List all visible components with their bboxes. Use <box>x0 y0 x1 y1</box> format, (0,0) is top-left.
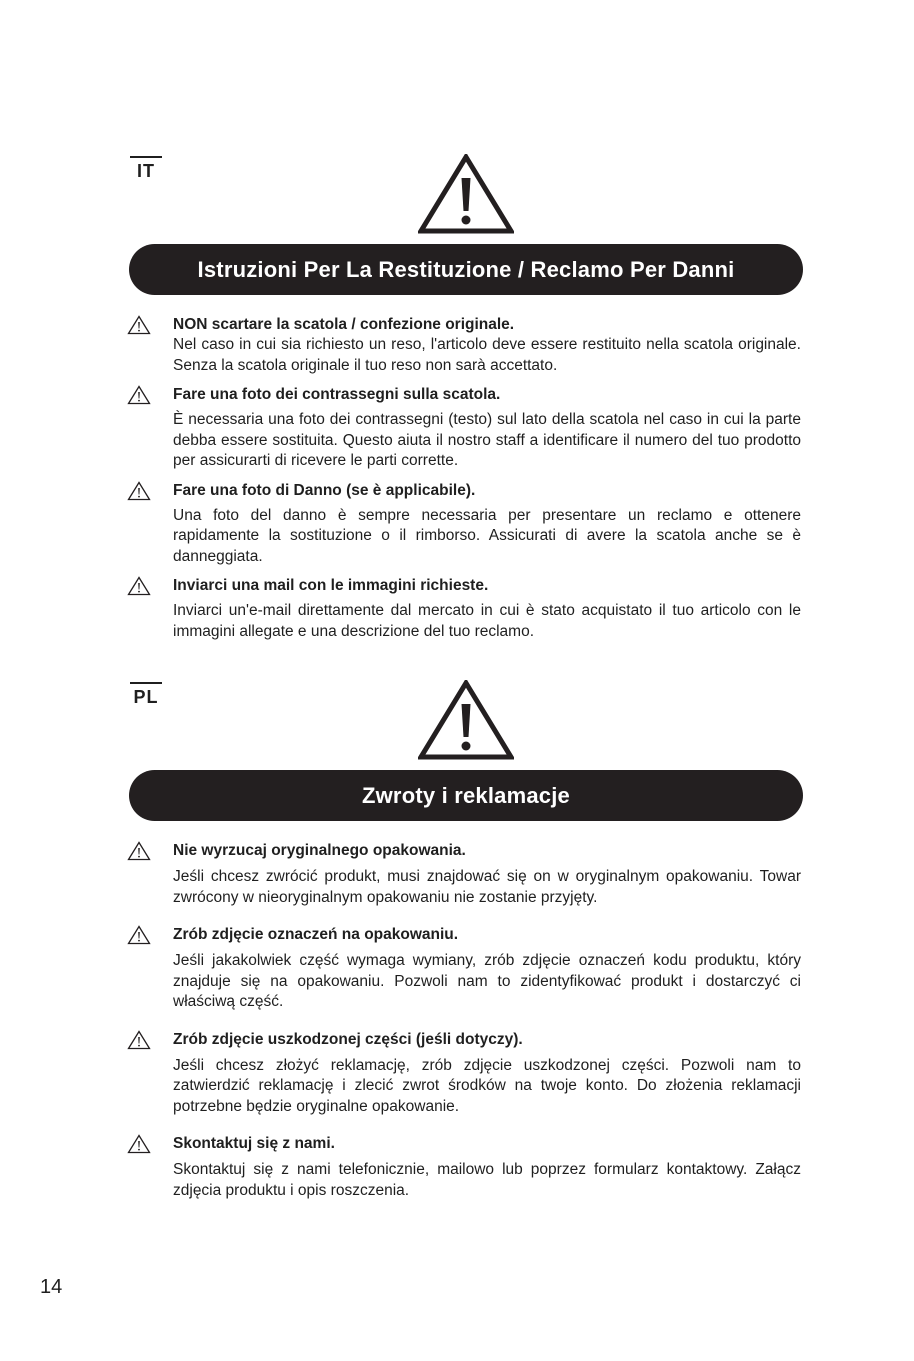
item-body: È necessaria una foto dei contrassegni (testo) sul lato della scatola nel caso in cui la parte debba essere sostituita. Questo aiuta il nostro staff a identificare il numero del tuo prodotto per assicurarti di ricevere le parti corrette. <box>173 411 801 469</box>
list-item <box>0 314 914 376</box>
page-number: 14 <box>40 1276 63 1298</box>
item-body: Nel caso in cui sia richiesto un reso, l'articolo deve essere restituito nella scatola originale. Senza la scatola originale il tuo reso non sarà accettato. <box>173 336 801 374</box>
item-body: Skontaktuj się z nami telefonicznie, mailowo lub poprzez formularz kontaktowy. Załącz zdjęcia produktu i opis roszczenia. <box>173 1161 801 1199</box>
language-code: PL <box>130 682 162 707</box>
item-body: Jeśli chcesz zwrócić produkt, musi znajdować się on w oryginalnym opakowaniu. Towar zwrócony w nieoryginalnym opakowaniu nie zostanie przyjęty. <box>173 868 801 906</box>
list-item <box>0 1029 914 1118</box>
list-item <box>0 575 914 642</box>
item-title: Fare una foto di Danno (se è applicabile). <box>173 481 476 499</box>
item-body: Jeśli jakakolwiek część wymaga wymiany, zrób zdjęcie oznaczeń kodu produktu, który znajduje się na opakowaniu. Pozwoli nam to zidentyfikować produkt i dostarczyć ci właściwą część. <box>173 952 801 1010</box>
warning-triangle-icon <box>127 1134 151 1154</box>
item-body: Inviarci un'e-mail direttamente dal mercato in cui è stato acquistato il tuo articolo con le immagini allegate e una descrizione del tuo reclamo. <box>173 602 801 640</box>
section-title: Zwroty i reklamacje <box>129 770 803 821</box>
item-title: Skontaktuj się z nami. <box>173 1135 335 1152</box>
list-item <box>0 924 914 1013</box>
list-item <box>0 384 914 472</box>
warning-triangle-icon <box>127 481 151 501</box>
warning-triangle-icon <box>127 315 151 335</box>
list-item <box>0 1133 914 1201</box>
instruction-list <box>0 840 914 1217</box>
warning-triangle-icon <box>418 154 514 234</box>
warning-triangle-icon <box>127 385 151 405</box>
item-title: NON scartare la scatola / confezione originale. <box>173 316 515 333</box>
item-title: Fare una foto dei contrassegni sulla scatola. <box>173 386 501 403</box>
item-title: Inviarci una mail con le immagini richieste. <box>173 577 489 594</box>
section-title: Istruzioni Per La Restituzione / Reclamo Per Danni <box>129 244 803 295</box>
item-title: Zrób zdjęcie uszkodzonej części (jeśli dotyczy). <box>173 1030 523 1048</box>
instruction-list <box>0 314 914 650</box>
language-code: IT <box>130 156 162 181</box>
list-item <box>0 840 914 908</box>
warning-triangle-icon <box>127 576 151 596</box>
list-item <box>0 480 914 568</box>
item-body: Una foto del danno è sempre necessaria per presentare un reclamo e ottenere rapidamente la sostituzione o il rimborso. Assicurati di avere la scatola anche se è danneggiata. <box>173 506 801 565</box>
item-title: Nie wyrzucaj oryginalnego opakowania. <box>173 842 466 859</box>
warning-triangle-icon <box>418 680 514 760</box>
item-body: Jeśli chcesz złożyć reklamację, zrób zdjęcie uszkodzonej części. Pozwoli nam to zatwierdzić reklamację i zlecić zwrot środków na twoje konto. Do złożenia reklamacji potrzebne będzie oryginalne opakowanie. <box>173 1056 801 1115</box>
warning-triangle-icon <box>127 841 151 861</box>
warning-triangle-icon <box>127 925 151 945</box>
warning-triangle-icon <box>127 1030 151 1050</box>
item-title: Zrób zdjęcie oznaczeń na opakowaniu. <box>173 926 459 943</box>
